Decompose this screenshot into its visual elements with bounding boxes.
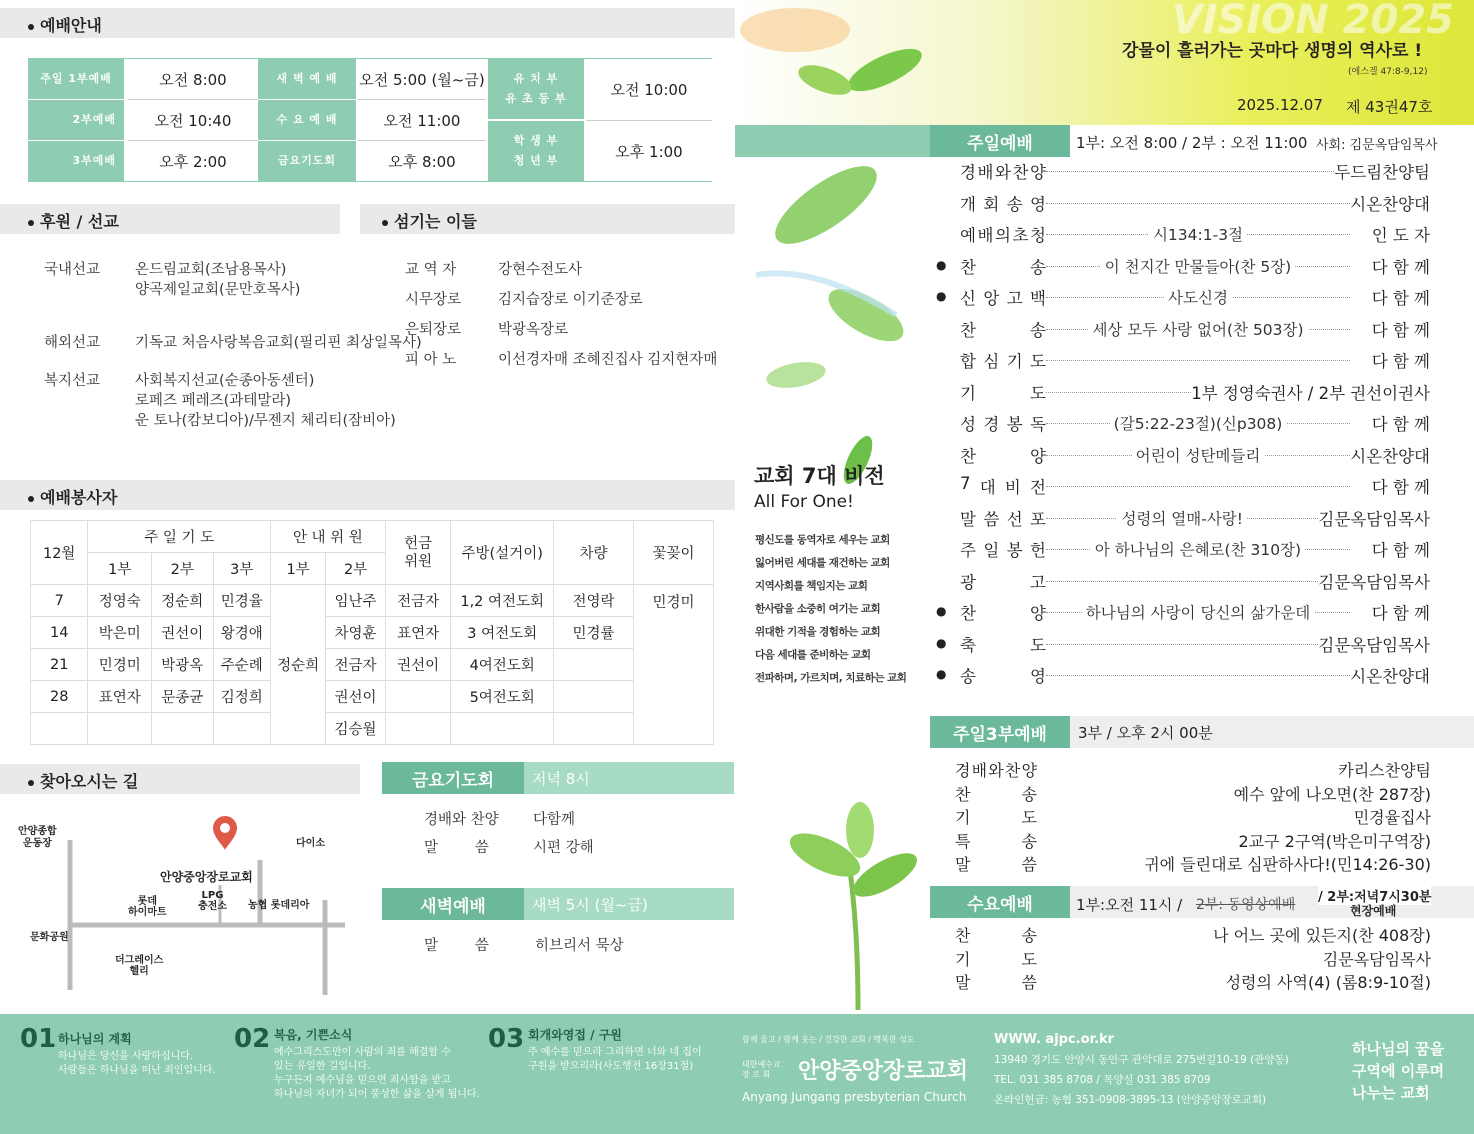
friday-prayer-bar xyxy=(382,762,734,794)
bullet-dot xyxy=(28,220,34,226)
prayer-cell xyxy=(152,713,214,745)
address: 13940 경기도 안양시 동안구 관악대로 275번길10-19 (관양동) xyxy=(994,1054,1289,1066)
bank-account: 온라인헌금: 농협 351-0908-3895-13 (안양중앙장로교회) xyxy=(994,1094,1267,1106)
footer-text: 예수그리스도만이 사람의 죄를 해결할 수 있는 유일한 길입니다. 누구든지 예수님을 믿으면 죄사함을 받고 하나님의 자녀가 되어 풍성한 삶을 살게 됩니다. xyxy=(274,1047,480,1100)
order-item-leader: 1부 정영숙권사 / 2부 권선이권사 xyxy=(1191,383,1430,403)
time-value: 오후 2:00 xyxy=(159,152,227,171)
order-item-leader: 다 함 께 xyxy=(1371,541,1430,560)
order-row xyxy=(960,377,1430,407)
map-label: 다이소 xyxy=(296,838,325,849)
vision-item: 위대한 기적을 경험하는 교회 xyxy=(755,626,881,638)
order-row xyxy=(960,440,1430,470)
phone: TEL. 031 385 8708 / 목양실 031 385 8709 xyxy=(994,1074,1211,1086)
sprout-icon xyxy=(780,800,930,1012)
map-label: 농협 롯데리아 xyxy=(248,900,310,911)
order-row xyxy=(960,471,1430,501)
usher2-cell: 임난주 xyxy=(326,585,385,617)
time-label-pair xyxy=(488,59,584,119)
prayer-cell: 왕경애 xyxy=(213,617,270,649)
section-servers xyxy=(360,204,735,234)
order-item-name: 말 씀 xyxy=(955,855,1037,874)
order-row xyxy=(960,345,1430,375)
table-row xyxy=(31,681,714,713)
order-item-name: 광 고 xyxy=(960,572,1046,592)
section-title: 찾아오시는 길 xyxy=(40,772,139,791)
car-cell xyxy=(553,649,633,681)
kitchen-cell: 5여전도회 xyxy=(451,681,554,713)
order-item-leader: 시온찬양대 xyxy=(1350,194,1430,214)
time-label: 주일 1부예배 xyxy=(28,59,124,99)
order-item-name: 찬 송 xyxy=(960,257,1046,277)
section-directions xyxy=(0,764,360,794)
usher2-cell: 김승월 xyxy=(326,713,385,745)
car-cell: 전영락 xyxy=(553,585,633,617)
bullet-icon: ● xyxy=(936,604,947,618)
offering-cell: 전금자 xyxy=(385,585,451,617)
order-item-name: 주 일 봉 헌 xyxy=(960,541,1046,560)
mission-category: 국내선교 xyxy=(44,262,101,278)
kitchen-cell: 3 여전도회 xyxy=(451,617,554,649)
order-row xyxy=(960,251,1430,281)
kitchen-cell xyxy=(451,713,554,745)
mission-category: 해외선교 xyxy=(44,335,101,351)
footer-number: 03 xyxy=(488,1024,525,1054)
time-label: 유 초 등 부 xyxy=(505,92,567,105)
time-value: 오후 1:00 xyxy=(615,142,683,161)
time-label: 청 년 부 xyxy=(513,154,559,167)
header-offering: 헌금 위원 xyxy=(385,521,451,585)
order-row xyxy=(955,852,1431,875)
footer-heading: 하나님의 계획 xyxy=(58,1032,132,1046)
bullet-dot xyxy=(28,24,34,30)
offering-cell: 표연자 xyxy=(385,617,451,649)
order-row xyxy=(955,923,1431,946)
order-item-leader: 김문옥담임목사 xyxy=(1318,635,1430,655)
prayer-cell: 정순희 xyxy=(152,585,214,617)
table-row xyxy=(31,585,714,617)
third-time: 3부 / 오후 2시 00분 xyxy=(1070,716,1474,748)
order-row xyxy=(955,805,1431,828)
order-item-name: 찬 송 xyxy=(955,926,1037,945)
order-row xyxy=(955,947,1431,970)
order-item-leader: 다 함 께 xyxy=(1371,257,1430,277)
prayer-cell: 박광옥 xyxy=(152,649,214,681)
footer-heading: 회개와영접 / 구원 xyxy=(528,1028,622,1042)
time-label: 학 생 부 xyxy=(513,134,559,147)
prayer-cell: 민경율 xyxy=(213,585,270,617)
usher2-cell: 차영훈 xyxy=(326,617,385,649)
vision-item: 한사람을 소중히 여기는 교회 xyxy=(755,603,881,615)
server-role: 시무장로 xyxy=(405,292,462,308)
map-label: 문화공원 xyxy=(30,932,69,943)
church-motto: 하나님의 꿈을 구역에 이루며 나누는 교회 xyxy=(1352,1040,1445,1102)
flower-cell: 민경미 xyxy=(633,585,713,745)
mission-item: 로페즈 페레즈(과테말라) xyxy=(135,393,291,409)
vision-title: 교회 7대 비전 xyxy=(754,464,885,488)
map-label: 더그레이스 헬리 xyxy=(115,955,164,977)
time-value: 오전 10:00 xyxy=(610,80,688,99)
wednesday-struck: 2부: 동영상예배 xyxy=(1196,897,1296,913)
divider xyxy=(128,99,258,100)
sub-header: 2부 xyxy=(152,553,214,585)
order-item-detail: (갈5:22-23절)(신p308) xyxy=(1046,412,1350,434)
dawn-time: 새벽 5시 (월~금) xyxy=(524,888,734,920)
order-row xyxy=(960,534,1430,564)
prayer-cell: 권선이 xyxy=(152,617,214,649)
time-label: 3부예배 xyxy=(28,141,124,181)
prayer-cell xyxy=(88,713,152,745)
date-cell: 21 xyxy=(31,649,88,681)
order-item-detail: 이 천지간 만물들아(찬 5장) xyxy=(1046,255,1350,277)
map-label: 안양중앙장로교회 xyxy=(160,870,253,884)
divider xyxy=(128,140,258,141)
server-role: 교 역 자 xyxy=(405,262,457,278)
order-item-name: 찬 송 xyxy=(960,320,1046,340)
leaf-illustration-icon xyxy=(735,0,995,125)
prayer-cell: 김정희 xyxy=(213,681,270,713)
order-item-name: 축 도 xyxy=(960,635,1046,655)
order-item-name: 송 영 xyxy=(960,667,1046,686)
worship-times-table xyxy=(28,58,712,182)
slogan: 강물이 흘러가는 곳마다 생명의 역사로 ! xyxy=(1122,41,1423,61)
order-item-name: 합 심 기 도 xyxy=(960,352,1046,371)
footer-number: 02 xyxy=(234,1024,271,1054)
volunteer-table xyxy=(30,520,714,745)
server-name: 박광옥장로 xyxy=(498,322,569,338)
friday-item-label: 경배와 찬양 xyxy=(424,812,499,828)
bulletin-date: 2025.12.07 xyxy=(1237,96,1323,114)
dawn-item-value: 히브리서 묵상 xyxy=(535,938,624,954)
order-item-value: 2교구 2구역(박은미구역장) xyxy=(1238,831,1431,851)
car-cell: 민경률 xyxy=(553,617,633,649)
sunday-title: 주일예배 xyxy=(930,125,1070,157)
order-item-detail: 사도신경 xyxy=(1046,286,1350,308)
order-row xyxy=(960,408,1430,438)
footer-number: 01 xyxy=(20,1024,57,1054)
time-label: 금요기도회 xyxy=(258,141,356,181)
usher2-cell: 전금자 xyxy=(326,649,385,681)
order-item-detail: 시134:1-3절 xyxy=(1046,223,1350,245)
order-row xyxy=(960,503,1430,533)
order-item-leader: 다 함 께 xyxy=(1371,415,1430,434)
order-row xyxy=(960,156,1430,186)
order-row xyxy=(955,970,1431,993)
map-label: 안양종합 운동장 xyxy=(18,826,57,849)
section-title: 예배봉사자 xyxy=(40,488,118,507)
order-row xyxy=(960,660,1430,690)
section-title: 섬기는 이들 xyxy=(394,212,477,231)
mission-item: 양곡제일교회(문만호목사) xyxy=(135,282,301,298)
order-item-leader: 다 함 께 xyxy=(1371,478,1430,497)
wednesday-time: 1부:오전 11시 / xyxy=(1076,896,1183,914)
prayer-cell: 정영숙 xyxy=(88,585,152,617)
time-value: 오전 8:00 xyxy=(159,70,227,89)
sunday-time: 1부: 오전 8:00 / 2부 : 오전 11:00 xyxy=(1076,134,1308,152)
bullet-icon: ● xyxy=(936,635,947,650)
bullet-dot xyxy=(28,780,34,786)
order-item-leader: 김문옥담임목사 xyxy=(1318,509,1430,529)
order-item-value: 성령의 사역(4) (롬8:9-10절) xyxy=(1225,973,1431,992)
footer-text: 하나님은 당신을 사랑하십니다. 사람들은 하나님을 떠난 죄인입니다. xyxy=(58,1051,216,1076)
friday-title: 금요기도회 xyxy=(382,762,524,794)
time-label: 유 치 부 xyxy=(513,72,559,85)
order-item-name: 7 대 비 전 xyxy=(960,474,1046,497)
mission-item: 온드림교회(조남용목사) xyxy=(135,262,287,278)
prayer-cell: 주순례 xyxy=(213,649,270,681)
footer-heading: 복음, 기쁜소식 xyxy=(274,1028,353,1042)
order-row xyxy=(955,829,1431,852)
order-item-value: 김문옥담임목사 xyxy=(1322,949,1431,969)
order-row xyxy=(960,597,1430,627)
month-cell: 12월 xyxy=(31,521,88,585)
bullet-dot xyxy=(28,496,34,502)
sub-header: 1부 xyxy=(270,553,325,585)
order-item-leader: 인 도 자 xyxy=(1371,226,1430,245)
map-label: 롯데 하이마트 xyxy=(128,896,167,918)
order-item-name: 찬 양 xyxy=(960,604,1046,623)
header-prayer: 주 일 기 도 xyxy=(88,521,271,553)
directions-map[interactable] xyxy=(15,800,375,1010)
mission-item: 운 토나(캄보디아)/무젠지 체리티(잠비아) xyxy=(135,413,396,429)
mission-category: 복지선교 xyxy=(44,373,101,389)
order-row xyxy=(960,566,1430,596)
date-cell: 28 xyxy=(31,681,88,713)
wednesday-title: 수요예배 xyxy=(930,886,1070,918)
order-item-name: 성 경 봉 독 xyxy=(960,415,1046,434)
order-item-name: 신 앙 고 백 xyxy=(960,289,1046,308)
friday-item-value: 다함께 xyxy=(533,812,576,828)
header-usher: 안 내 위 원 xyxy=(270,521,385,553)
footer-text: 주 예수를 믿으라 그리하면 너와 네 집이 구원을 받으리라(사도행전 16장31절) xyxy=(528,1047,702,1072)
dawn-title: 새벽예배 xyxy=(382,888,524,920)
prayer-cell: 문종균 xyxy=(152,681,214,713)
order-row xyxy=(960,188,1430,218)
order-item-name: 경 배 와 찬 양 xyxy=(960,163,1046,182)
order-row xyxy=(955,758,1431,781)
sub-header: 3부 xyxy=(213,553,270,585)
mission-item: 사회복지선교(순종아동센터) xyxy=(135,373,315,389)
usher1-cell: 정순희 xyxy=(270,585,325,745)
header-car: 차량 xyxy=(553,521,633,585)
section-worship-info xyxy=(0,8,735,38)
time-label: 새 벽 예 배 xyxy=(258,59,356,99)
order-item-detail: 아 하나님의 은혜로(찬 310장) xyxy=(1046,538,1350,560)
sub-header: 2부 xyxy=(326,553,385,585)
time-label: 수 요 예 배 xyxy=(258,100,356,140)
server-name: 강현수전도사 xyxy=(498,262,583,278)
mission-item: 기독교 처음사랑복음교회(필리핀 최상일목사) xyxy=(135,335,422,351)
order-item-leader: 다 함 께 xyxy=(1371,289,1430,308)
order-item-leader: 다 함 께 xyxy=(1371,604,1430,623)
table-row xyxy=(31,617,714,649)
table-row xyxy=(31,649,714,681)
prayer-cell: 표연자 xyxy=(88,681,152,713)
divider xyxy=(586,120,712,121)
time-value: 오전 5:00 (월~금) xyxy=(359,70,485,89)
date-cell xyxy=(31,713,88,745)
church-name-en: Anyang Jungang presbyterian Church xyxy=(742,1090,967,1104)
vision-item: 평신도를 동역자로 세우는 교회 xyxy=(755,534,890,546)
bullet-icon: ● xyxy=(936,667,947,681)
time-value: 오전 10:40 xyxy=(154,111,232,130)
server-name: 이선경자매 조혜진집사 김지현자매 xyxy=(498,352,718,368)
order-item-name: 찬 송 xyxy=(955,784,1037,804)
car-cell xyxy=(553,681,633,713)
divider xyxy=(358,99,486,100)
friday-item-label: 말 씀 xyxy=(424,840,489,856)
order-item-leader: 다 함 께 xyxy=(1371,352,1430,371)
order-item-name: 기 도 xyxy=(960,383,1046,403)
table-row xyxy=(31,713,714,745)
wednesday-worship-bar xyxy=(930,886,1070,918)
order-item-leader: 김문옥담임목사 xyxy=(1318,572,1430,592)
order-item-value: 예수 앞에 나오면(찬 287장) xyxy=(1233,784,1431,804)
prayer-cell: 민경미 xyxy=(88,649,152,681)
server-name: 김지습장로 이기준장로 xyxy=(498,292,643,308)
third-title: 주일3부예배 xyxy=(930,716,1070,748)
header-flower: 꽃꽂이 xyxy=(633,521,713,585)
order-item-name: 말 씀 xyxy=(955,973,1037,992)
order-item-leader: 다 함 께 xyxy=(1371,320,1430,340)
splash-leaves-icon xyxy=(736,125,926,445)
kitchen-cell: 1,2 여전도회 xyxy=(451,585,554,617)
order-item-detail: 어린이 성탄메들리 xyxy=(1046,444,1350,466)
order-row xyxy=(960,629,1430,659)
section-volunteers xyxy=(0,480,735,510)
map-label: LPG 충전소 xyxy=(198,890,227,912)
divider xyxy=(358,140,486,141)
order-item-name: 말 씀 선 포 xyxy=(960,509,1046,529)
vision-item: 다음 세대를 준비하는 교회 xyxy=(755,649,871,661)
vision-watermark: VISION 2025 xyxy=(1171,0,1454,43)
order-item-value: 귀에 들린대로 심판하사다!(민14:26-30) xyxy=(1144,855,1431,874)
kitchen-cell: 4여전도회 xyxy=(451,649,554,681)
order-item-value: 카리스찬양팀 xyxy=(1338,761,1431,780)
order-item-detail: 세상 모두 사랑 없어(찬 503장) xyxy=(1046,318,1350,340)
time-value: 오전 11:00 xyxy=(383,111,461,130)
order-row xyxy=(960,219,1430,249)
sunday-host: 사회: 김문옥담임목사 xyxy=(1316,138,1438,153)
time-label: 2부예배 xyxy=(28,100,124,140)
order-item-name: 기 도 xyxy=(955,808,1037,827)
bullet-dot xyxy=(382,220,388,226)
order-item-name: 찬 양 xyxy=(960,446,1046,466)
server-role: 은퇴장로 xyxy=(405,322,462,338)
verse-ref: (에스겔 47:8-9,12) xyxy=(1348,67,1428,77)
order-item-name: 예 배 의 초 청 xyxy=(960,226,1046,245)
offering-cell xyxy=(385,681,451,713)
third-worship-bar xyxy=(930,716,1474,748)
vision-item: 전파하며, 가르치며, 치료하는 교회 xyxy=(755,672,907,684)
sunday-worship-bar xyxy=(930,125,1070,157)
time-label-pair xyxy=(488,121,584,181)
dawn-worship-bar xyxy=(382,888,734,920)
order-item-detail: 성령의 열매-사랑! xyxy=(1046,507,1318,529)
vision-subtitle: All For One! xyxy=(754,492,854,512)
prayer-cell: 박은미 xyxy=(88,617,152,649)
order-row xyxy=(960,314,1430,344)
website-link[interactable]: WWW. ajpc.or.kr xyxy=(994,1032,1115,1047)
dawn-item-label: 말 씀 xyxy=(424,938,489,954)
footer xyxy=(0,1014,1474,1134)
order-item-name: 특 송 xyxy=(955,831,1037,851)
car-cell xyxy=(553,713,633,745)
denomination: 대한예수교 장 로 회 xyxy=(742,1060,781,1079)
order-item-name: 개 회 송 영 xyxy=(960,194,1046,214)
friday-time: 저녁 8시 xyxy=(524,762,734,794)
order-item-value: 민경율집사 xyxy=(1353,808,1431,827)
header-kitchen: 주방(설거이) xyxy=(451,521,554,585)
order-item-name: 경 배 와 찬 양 xyxy=(955,761,1037,780)
server-role: 피 아 노 xyxy=(405,352,457,368)
bulletin-issue: 제 43권47호 xyxy=(1346,98,1433,116)
wednesday-note2: 현장예배 xyxy=(1350,904,1397,918)
order-item-value: 나 어느 곳에 있든지(찬 408장) xyxy=(1213,926,1431,945)
wednesday-note: / 2부:저녁7시30분 xyxy=(1318,886,1431,905)
footer-tagline: 함께 울고 / 함께 웃는 / 건강한 교회 / 행복한 성도 xyxy=(742,1035,915,1044)
time-value: 오후 8:00 xyxy=(388,152,456,171)
offering-cell xyxy=(385,713,451,745)
order-item-leader: 두드림찬양팀 xyxy=(1334,163,1430,182)
section-title: 후원 / 선교 xyxy=(40,212,119,231)
order-item-leader: 시온찬양대 xyxy=(1350,667,1430,686)
friday-item-value: 시편 강해 xyxy=(533,840,594,856)
order-item-detail: 하나님의 사랑이 당신의 삶가운데 xyxy=(1046,601,1350,623)
vision-item: 지역사회를 책임지는 교회 xyxy=(755,580,868,592)
bullet-icon: ● xyxy=(936,289,947,303)
order-row xyxy=(955,782,1431,805)
section-title: 예배안내 xyxy=(40,16,102,35)
order-item-leader: 시온찬양대 xyxy=(1350,446,1430,466)
order-item-name: 기 도 xyxy=(955,949,1037,969)
sub-header: 1부 xyxy=(88,553,152,585)
church-name: 안양중앙장로교회 xyxy=(798,1059,969,1084)
prayer-cell xyxy=(213,713,270,745)
order-row xyxy=(960,282,1430,312)
date-cell: 7 xyxy=(31,585,88,617)
section-support xyxy=(0,204,340,234)
bullet-icon: ● xyxy=(936,257,947,272)
offering-cell: 권선이 xyxy=(385,649,451,681)
vision-item: 잃어버린 세대를 재건하는 교회 xyxy=(755,557,890,569)
date-cell: 14 xyxy=(31,617,88,649)
usher2-cell: 권선이 xyxy=(326,681,385,713)
location-pin-icon xyxy=(213,816,237,850)
